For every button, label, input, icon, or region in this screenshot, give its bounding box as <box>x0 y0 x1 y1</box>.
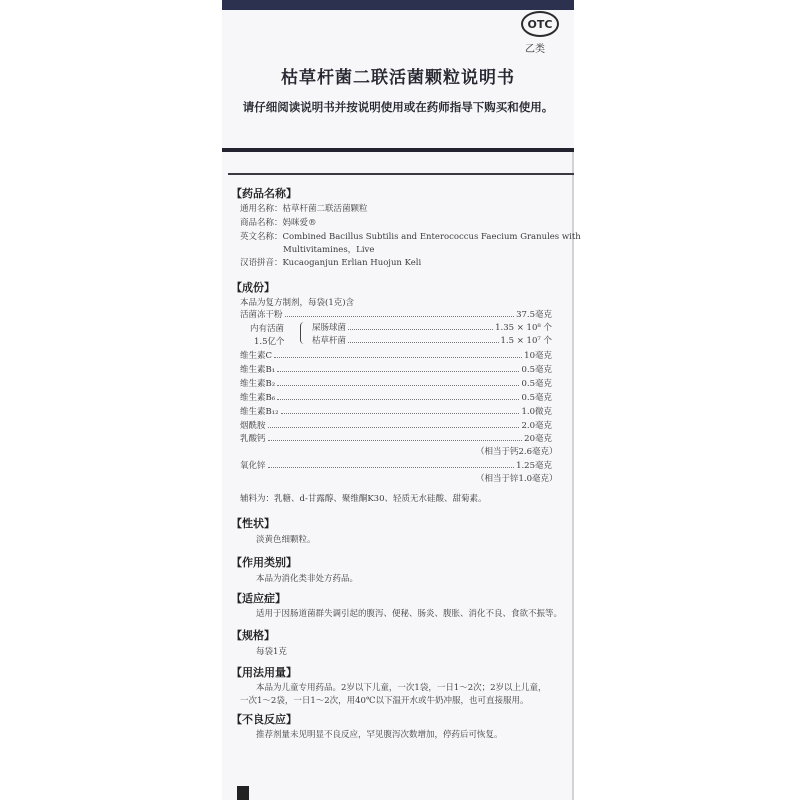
adverse-text: 推荐剂量未见明显不良反应，罕见腹泻次数增加，停药后可恢复。 <box>256 730 503 740</box>
usage-text: 本品为儿童专用药品。2岁以下儿童，一次1袋，一日1～2次；2岁以上儿童， <box>256 683 547 693</box>
indication-text: 适用于因肠道菌群失调引起的腹泻、便秘、肠炎、腹胀、消化不良、食欲不振等。 <box>256 609 563 619</box>
ingredient-row <box>240 405 552 417</box>
ingredient-row <box>240 432 552 444</box>
section-heading-category: 【作用类别】 <box>231 556 297 569</box>
brace-bracket <box>300 322 306 344</box>
divider-thin <box>228 173 574 175</box>
strain-row <box>312 334 552 346</box>
leader-dots <box>348 342 499 343</box>
ingredient-name: 维生素B₁ <box>240 365 276 375</box>
ingredient-value: 2.0毫克 <box>521 421 552 431</box>
ingredient-value: 1.25毫克 <box>516 461 552 471</box>
strain-name: 枯草杆菌 <box>312 336 347 346</box>
leader-dots <box>268 467 515 468</box>
ingredient-value: 37.5毫克 <box>516 310 552 320</box>
ingredient-name: 活菌冻干粉 <box>240 310 283 320</box>
leader-dots <box>277 371 519 372</box>
divider-thick <box>222 148 574 152</box>
ingredient-row <box>240 459 552 471</box>
document-subtitle: 请仔细阅读说明书并按说明使用或在药师指导下购买和使用。 <box>242 100 554 114</box>
fold-shadow <box>572 152 574 800</box>
ingredient-value: 20毫克 <box>524 434 552 444</box>
ingredient-value: 0.5毫克 <box>521 379 552 389</box>
ingredient-value: 10毫克 <box>524 351 552 361</box>
leader-dots <box>348 329 493 330</box>
ingredient-row <box>240 308 552 320</box>
section-heading-indication: 【适应症】 <box>231 592 286 605</box>
leader-dots <box>274 357 522 358</box>
ingredient-row <box>240 377 552 389</box>
spec-text: 每袋1克 <box>256 647 287 657</box>
ingredient-name: 氧化锌 <box>240 461 266 471</box>
composition-intro: 本品为复方制剂，每袋(1克)含 <box>240 298 355 308</box>
ingredient-row <box>240 391 552 403</box>
category-text: 本品为消化类非处方药品。 <box>256 574 359 584</box>
top-band <box>222 0 574 10</box>
leader-dots <box>277 385 519 386</box>
leader-dots <box>277 399 519 400</box>
ingredient-name: 乳酸钙 <box>240 434 266 444</box>
ingredient-row <box>240 363 552 375</box>
section-heading-usage: 【用法用量】 <box>231 666 297 679</box>
strain-value: 1.35 × 10⁸ 个 <box>495 323 552 333</box>
live-bacteria-label: 内有活菌 <box>250 324 285 334</box>
ingredient-value: 0.5毫克 <box>521 393 552 403</box>
section-heading-spec: 【规格】 <box>231 629 275 642</box>
trade-name: 商品名称：妈咪爱® <box>240 218 317 228</box>
ingredient-value: 1.0微克 <box>521 407 552 417</box>
leader-dots <box>268 440 523 441</box>
otc-class-label: 乙类 <box>525 44 545 55</box>
leader-dots <box>281 413 520 414</box>
english-name: 英文名称：Combined Bacillus Subtilis and Enterococcus Faecium Granules with <box>240 232 581 242</box>
generic-name: 通用名称：枯草杆菌二联活菌颗粒 <box>240 204 368 214</box>
english-name-cont: Multivitamines，Live <box>283 245 375 255</box>
ingredient-name: 烟酰胺 <box>240 421 266 431</box>
strain-value: 1.5 × 10⁷ 个 <box>500 336 552 346</box>
leader-dots <box>285 316 515 317</box>
excipients-text: 辅料为：乳糖、d-甘露醇、聚维酮K30、轻质无水硅酸、甜菊素。 <box>240 494 487 504</box>
section-heading-composition: 【成份】 <box>231 281 275 294</box>
zinc-equivalent-note: （相当于锌1.0毫克） <box>476 474 558 484</box>
section-heading-name: 【药品名称】 <box>231 187 297 200</box>
ingredient-value: 0.5毫克 <box>521 365 552 375</box>
leader-dots <box>268 427 520 428</box>
section-heading-adverse: 【不良反应】 <box>231 713 297 726</box>
pinyin-name: 汉语拼音：Kucaoganjun Erlian Huojun Keli <box>240 258 422 268</box>
usage-text-cont: 一次1～2袋，一日1～2次，用40℃以下温开水或牛奶冲服，也可直接服用。 <box>240 696 529 706</box>
section-heading-character: 【性状】 <box>231 517 275 530</box>
document-title: 枯草杆菌二联活菌颗粒说明书 <box>281 68 515 88</box>
ingredient-name: 维生素B₁₂ <box>240 407 279 417</box>
calcium-equivalent-note: （相当于钙2.6毫克） <box>476 447 558 457</box>
character-text: 淡黄色细颗粒。 <box>256 535 316 545</box>
ingredient-name: 维生素C <box>240 351 273 361</box>
ingredient-row <box>240 349 552 361</box>
ingredient-name: 维生素B₂ <box>240 379 276 389</box>
otc-badge: OTC <box>521 11 559 37</box>
live-bacteria-count: 1.5亿个 <box>254 337 285 347</box>
print-registration-mark <box>237 786 249 800</box>
ingredient-name: 维生素B₆ <box>240 393 276 403</box>
strain-row <box>312 321 552 333</box>
strain-name: 屎肠球菌 <box>312 323 347 333</box>
ingredient-row <box>240 419 552 431</box>
